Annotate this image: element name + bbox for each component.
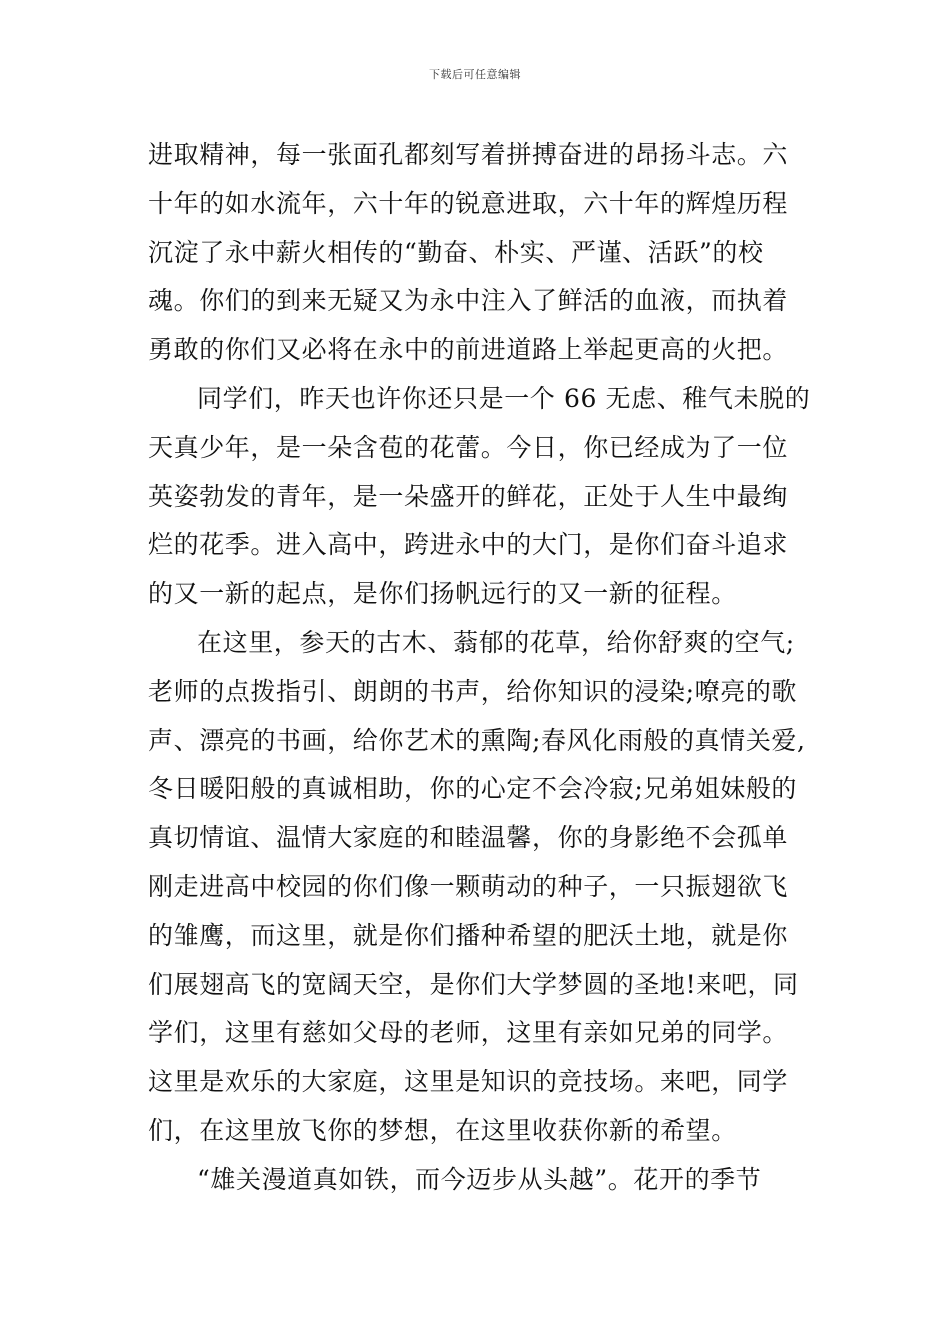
text-line: 声、漂亮的书画，给你艺术的熏陶;春风化雨般的真情关爱, xyxy=(148,725,806,755)
text-line: 冬日暖阳般的真诚相助，你的心定不会冷寂;兄弟姐妹般的 xyxy=(148,774,798,804)
page-header: 下载后可任意编辑 xyxy=(429,68,521,81)
text-line: 学们，这里有慈如父母的老师，这里有亲如兄弟的同学。 xyxy=(148,1018,789,1048)
text-line: 天真少年，是一朵含苞的花蕾。今日，你已经成为了一位 xyxy=(148,432,789,462)
text-line: 进取精神，每一张面孔都刻写着拼搏奋进的昂扬斗志。六 xyxy=(148,140,789,169)
text-line: 的又一新的起点，是你们扬帆远行的又一新的征程。 xyxy=(148,579,737,609)
text-line: 沉淀了永中薪火相传的“勤奋、朴实、严谨、活跃”的校 xyxy=(148,237,764,267)
paragraph-start-line: 同学们，昨天也许你还只是一个 66 无虑、稚气未脱的 xyxy=(197,383,811,413)
text-line: 这里是欢乐的大家庭，这里是知识的竞技场。来吧，同学 xyxy=(148,1067,789,1097)
text-line: 们展翅高飞的宽阔天空，是你们大学梦圆的圣地!来吧，同 xyxy=(148,969,799,999)
text-line: 真切情谊、温情大家庭的和睦温馨，你的身影绝不会孤单 xyxy=(148,823,789,853)
text-line: 魂。你们的到来无疑又为永中注入了鲜活的血液，而执着 xyxy=(148,286,789,316)
text-line: 的雏鹰，而这里，就是你们播种希望的肥沃土地，就是你 xyxy=(148,920,789,950)
document-body xyxy=(148,131,828,1205)
paragraph-start-line: 在这里，参天的古木、蓊郁的花草，给你舒爽的空气; xyxy=(197,627,795,657)
text-line: 们，在这里放飞你的梦想，在这里收获你新的希望。 xyxy=(148,1115,737,1145)
text-line: 英姿勃发的青年，是一朵盛开的鲜花，正处于人生中最绚 xyxy=(148,481,789,511)
text-line: 烂的花季。进入高中，跨进永中的大门，是你们奋斗追求 xyxy=(148,530,789,560)
text-line: 刚走进高中校园的你们像一颗萌动的种子，一只振翅欲飞 xyxy=(148,871,789,901)
text-line: 十年的如水流年，六十年的锐意进取，六十年的辉煌历程 xyxy=(148,188,789,218)
text-line: 勇敢的你们又必将在永中的前进道路上举起更高的火把。 xyxy=(148,335,789,365)
text-line: 老师的点拨指引、朗朗的书声，给你知识的浸染;嘹亮的歌 xyxy=(148,676,798,706)
paragraph-start-line: “雄关漫道真如铁，而今迈步从头越”。花开的季节 xyxy=(197,1164,762,1194)
